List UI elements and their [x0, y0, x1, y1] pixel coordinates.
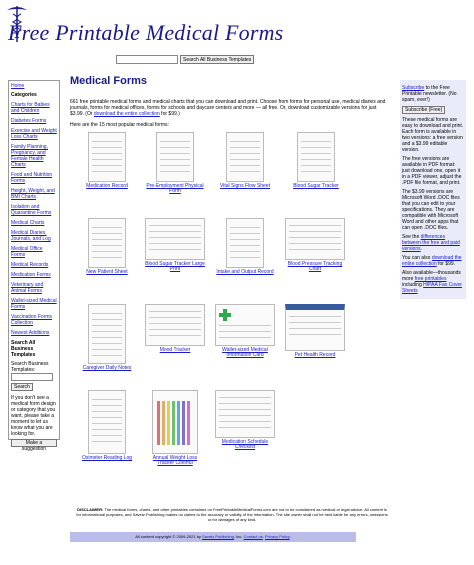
- sidebar-item-food-nutrition[interactable]: Food and Nutrition Forms: [11, 172, 53, 184]
- form-tile[interactable]: [214, 304, 276, 358]
- info-p1: These medical forms are easy to download and print. Each form is available in two versions: a free version and a $3.99 editable version.: [402, 117, 464, 153]
- copyright-end: .: [289, 534, 291, 539]
- subscribe-link[interactable]: Subscribe: [402, 85, 425, 91]
- form-tile[interactable]: [142, 132, 208, 194]
- form-thumbnail[interactable]: [285, 304, 345, 351]
- copyright-pre: All content copyright © 2009-2021 by: [135, 534, 203, 539]
- info-p3: The $3.99 versions are Microsoft Word .DOC files that you can edit to your specifications. They are compatible with Microsoft Word and other apps that can open .DOC files.: [402, 189, 460, 231]
- sidebar-item-isolation[interactable]: Isolation and Quarantine Forms: [11, 204, 52, 216]
- top-search: [116, 55, 360, 65]
- form-thumbnail[interactable]: [145, 218, 205, 260]
- p6-mid: including: [402, 282, 424, 288]
- site-title[interactable]: Free Printable Medical Forms: [8, 20, 284, 45]
- categories-heading: Categories: [11, 92, 37, 98]
- sidebar-item-family-planning[interactable]: Family Planning, Pregnancy, and Female Health Charts: [11, 144, 48, 168]
- copyright-mid: , Inc.: [233, 534, 244, 539]
- main-content: [70, 75, 394, 128]
- sidebar-item-medication[interactable]: Medication Forms: [11, 272, 51, 278]
- form-thumbnail[interactable]: [145, 304, 205, 346]
- form-link-blood-sugar[interactable]: Blood Sugar Tracker: [293, 183, 339, 189]
- p4-post: .: [420, 246, 423, 252]
- form-thumbnail[interactable]: [88, 132, 126, 182]
- form-tile[interactable]: [216, 218, 274, 275]
- form-thumbnail[interactable]: [152, 390, 198, 454]
- form-thumbnail[interactable]: [215, 304, 275, 346]
- form-thumbnail[interactable]: [297, 132, 335, 182]
- form-tile[interactable]: [288, 132, 344, 189]
- top-search-input[interactable]: [116, 55, 178, 64]
- sidebar-search-button[interactable]: Search: [11, 383, 33, 391]
- sidebar-item-newest[interactable]: Newest Additions: [11, 330, 50, 336]
- medical-cross-icon: [219, 309, 231, 321]
- subscribe-text: to the Free Printable newsletter. (No spam, ever!): [402, 85, 457, 103]
- publisher-link[interactable]: Savetz Publishing: [202, 534, 234, 539]
- form-link-caregiver-notes[interactable]: Caregiver Daily Notes: [82, 365, 132, 371]
- sidebar: [8, 80, 60, 452]
- form-tile[interactable]: [80, 304, 134, 371]
- form-thumbnail[interactable]: [226, 132, 264, 182]
- form-tile[interactable]: [214, 390, 276, 450]
- form-tile[interactable]: [82, 132, 132, 189]
- newsletter-text: [402, 85, 464, 103]
- suggest-note: If you don't see a medical form design or category that you want, please take a moment to let us know what you are looking for.: [11, 395, 56, 437]
- form-tile[interactable]: [80, 218, 134, 275]
- intro-post: for $99.): [159, 111, 180, 117]
- form-link-intake-output[interactable]: Intake and Output Record: [216, 269, 274, 275]
- site-header: [0, 0, 474, 50]
- intro-pre: 661 free printable medical forms and medical charts that you can download and print. Choose from forms for personal use, medical diaries and journals, forms for medical offices, forms for schools and daycare centers and more — all free. Or, download customizable versions for just $3.99. (Or: [70, 99, 386, 117]
- suggestion-button[interactable]: Make a suggestion: [11, 439, 57, 447]
- form-link-pet-health[interactable]: Pet Health Record: [294, 352, 336, 358]
- form-tile[interactable]: [80, 390, 134, 461]
- popular-heading: Here are the 15 most popular medical forms:: [70, 122, 169, 128]
- sidebar-item-vaccination[interactable]: Vaccination Forms Collection: [11, 314, 53, 326]
- entire-collection-link[interactable]: download the entire collection: [402, 255, 462, 267]
- subscribe-button[interactable]: Subscribe (Free): [402, 106, 445, 114]
- form-thumbnail[interactable]: [156, 132, 194, 182]
- form-link-wallet-card[interactable]: Wallet-sized Medical Information Card: [222, 347, 268, 358]
- form-tile[interactable]: [284, 304, 346, 358]
- disclaimer-label: DISCLAIMER:: [77, 507, 104, 512]
- form-thumbnail[interactable]: [88, 218, 126, 268]
- form-tile[interactable]: [284, 218, 346, 272]
- form-link-weight-loss[interactable]: Annual Weight Loss Tracker Colorful: [152, 455, 198, 466]
- download-collection-link[interactable]: download the entire collection: [93, 111, 160, 117]
- form-tile[interactable]: [146, 390, 204, 466]
- form-tile[interactable]: [144, 304, 206, 353]
- right-sidebar: [400, 80, 466, 299]
- form-tile[interactable]: [144, 218, 206, 272]
- form-link-blood-pressure[interactable]: Blood Pressure Tracking Chart: [287, 261, 343, 272]
- form-link-mood-tracker[interactable]: Mood Tracker: [159, 347, 191, 353]
- search-label: Search Business Templates:: [11, 361, 49, 373]
- form-link-blood-sugar-large[interactable]: Blood Sugar Tracker Large Print: [145, 261, 205, 272]
- form-link-oximeter[interactable]: Oximeter Reading Log: [81, 455, 133, 461]
- form-link-new-patient[interactable]: New Patient Sheet: [86, 269, 128, 275]
- form-link-medication-schedule[interactable]: Medication Schedule Checklist: [221, 439, 269, 450]
- form-link-pre-employment[interactable]: Pre-Employment Physical Form: [146, 183, 204, 194]
- search-heading: Search All Business Templates: [11, 340, 36, 358]
- disclaimer: [76, 507, 388, 522]
- search-all-templates-button[interactable]: Search All Business Templates: [180, 55, 254, 64]
- sidebar-item-veterinary[interactable]: Veterinary and Animal Forms: [11, 282, 44, 294]
- p5-pre: You can also: [402, 255, 432, 261]
- sidebar-item-wallet-sized[interactable]: Wallet-sized Medical Forms: [11, 298, 57, 310]
- sidebar-item-medical-charts[interactable]: Medical Charts: [11, 220, 45, 226]
- copyright-bar: [70, 532, 356, 542]
- form-link-vital-signs[interactable]: Vital Signs Flow Sheet: [220, 183, 270, 189]
- sidebar-item-medical-records[interactable]: Medical Records: [11, 262, 49, 268]
- form-thumbnail[interactable]: [88, 390, 126, 454]
- contact-link[interactable]: Contact us: [243, 534, 263, 539]
- info-p5: [402, 255, 464, 267]
- disclaimer-text: The medical forms, charts, and other printables contained on FreePrintableMedicalForms.com are not to be considered as medical or legal advice. All content is for informational purposes, and Savetz Publishing makes no claims to the accuracy or validity of the information. The site owner shall not be held liable for any errors, omissions or for damages of any kind.: [76, 507, 388, 522]
- form-thumbnail[interactable]: [226, 218, 264, 268]
- sidebar-item-height-weight[interactable]: Height, Weight, and BMI Charts: [11, 188, 55, 200]
- free-printables-link[interactable]: free printables: [414, 276, 447, 282]
- sidebar-search-input[interactable]: [11, 373, 53, 381]
- sidebar-item-babies-children[interactable]: Charts for Babies and Children: [11, 102, 50, 114]
- p5-post: for $99.: [436, 261, 456, 267]
- p4-pre: See the: [402, 234, 421, 240]
- sidebar-item-exercise[interactable]: Exercise and Weight Loss Charts: [11, 128, 57, 140]
- sidebar-item-medical-office[interactable]: Medical Office Forms: [11, 246, 43, 258]
- sidebar-item-diabetes[interactable]: Diabetes Forms: [11, 118, 47, 124]
- form-tile[interactable]: [216, 132, 274, 189]
- sidebar-home-link[interactable]: Home: [11, 83, 25, 89]
- copyright-sep: .: [262, 534, 265, 539]
- sidebar-item-medical-diaries[interactable]: Medical Diaries, Journals, and Log: [11, 230, 51, 242]
- intro-text: [70, 99, 388, 117]
- form-link-medication-record[interactable]: Medication Record: [86, 183, 128, 189]
- page-title: Medical Forms: [70, 75, 148, 87]
- privacy-link[interactable]: Privacy Policy: [264, 534, 290, 539]
- p6-pre: Also available—thousands more: [402, 270, 461, 282]
- form-thumbnail[interactable]: [215, 390, 275, 438]
- differences-link[interactable]: differences between the free and paid versions: [402, 234, 460, 252]
- form-thumbnail[interactable]: [285, 218, 345, 260]
- info-p2: The free versions are available in PDF format: just download one, open it in a PDF viewer, adjust the .PDF file format, and print.: [402, 156, 462, 186]
- hipaa-fax-link[interactable]: HIPAA Fax Cover Sheets: [402, 282, 462, 294]
- info-p4: [402, 234, 464, 252]
- form-thumbnail[interactable]: [88, 304, 126, 364]
- info-p6: [402, 270, 464, 294]
